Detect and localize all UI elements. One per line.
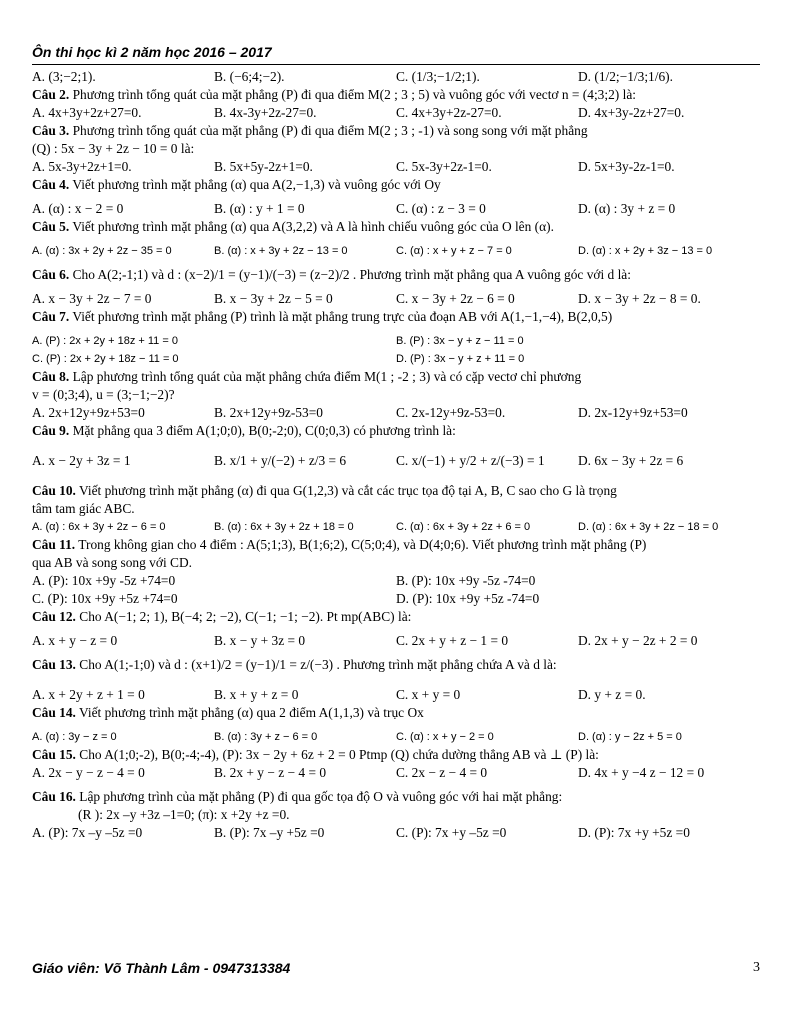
option-b: B. (α) : 3y + z − 6 = 0 — [214, 731, 318, 743]
option-d: D. (α) : 6x + 3y + 2z − 18 = 0 — [578, 521, 719, 533]
option-a: A. 4x+3y+2z+27=0. — [32, 105, 142, 120]
question-label: Câu 15. — [32, 747, 76, 762]
question-list — [32, 68, 760, 842]
question-text: Viết phương trình mặt phẳng (α) qua A(3,2,2) và A là hình chiếu vuông góc của O lên (α). — [72, 219, 554, 234]
option-c: C. 5x-3y+2z-1=0. — [396, 159, 492, 174]
option-b: B. (α) : 6x + 3y + 2z + 18 = 0 — [214, 521, 354, 533]
option-b: B. (P) : 3x − y + z − 11 = 0 — [396, 335, 524, 347]
option-b: B. (P): 7x –y +5z =0 — [214, 825, 325, 840]
option-a: A. (α) : x − 2 = 0 — [32, 201, 124, 216]
option-a: A. (3;−2;1). — [32, 69, 96, 84]
question-text: Mặt phẳng qua 3 điểm A(1;0;0), B(0;-2;0), C(0;0,3) có phương trình là: — [72, 423, 456, 438]
option-b: B. x − y + 3z = 0 — [214, 633, 306, 648]
question-label: Câu 7. — [32, 309, 70, 324]
option-b: B. x + y + z = 0 — [214, 687, 299, 702]
question-8 — [32, 368, 760, 422]
option-d: D. (P) : 3x − y + z + 11 = 0 — [396, 353, 525, 365]
option-b: B. 2x+12y+9z-53=0 — [214, 405, 323, 420]
question-label: Câu 11. — [32, 537, 76, 552]
question-text: Viết phương trình mặt phẳng (α) qua A(2,−1,3) và vuông góc với Oy — [72, 177, 441, 192]
question-label: Câu 14. — [32, 705, 76, 720]
question-label: Câu 5. — [32, 219, 70, 234]
question-14 — [32, 704, 760, 746]
page-header — [32, 44, 760, 65]
option-b: B. 2x + y − z − 4 = 0 — [214, 765, 327, 780]
question-7 — [32, 308, 760, 368]
option-c: C. x/(−1) + y/2 + z/(−3) = 1 — [396, 453, 545, 468]
option-d: D. (P): 10x +9y +5z -74=0 — [396, 591, 540, 606]
option-a: A. x + y − z = 0 — [32, 633, 118, 648]
option-b: B. (−6;4;−2). — [214, 69, 285, 84]
question-13 — [32, 650, 760, 704]
teacher-credit: Giáo viên: Võ Thành Lâm - 0947313384 — [32, 960, 291, 976]
option-d: D. (α) : y − 2z + 5 = 0 — [578, 731, 682, 743]
option-d: D. (1/2;−1/3;1/6). — [578, 69, 673, 84]
option-b: B. (α) : y + 1 = 0 — [214, 201, 305, 216]
option-d: D. y + z = 0. — [578, 687, 646, 702]
option-b: B. (α) : x + 3y + 2z − 13 = 0 — [214, 245, 348, 257]
question-16 — [32, 782, 760, 842]
option-d: D. 6x − 3y + 2z = 6 — [578, 453, 684, 468]
question-text-continued: (R ): 2x –y +3z –1=0; (π): x +2y +z =0. — [78, 807, 290, 822]
option-d: D. x − 3y + 2z − 8 = 0. — [578, 291, 701, 306]
option-c: C. (P) : 2x + 2y + 18z − 11 = 0 — [32, 353, 179, 365]
option-c: C. 2x-12y+9z-53=0. — [396, 405, 506, 420]
question-text: Cho A(1;-1;0) và d : (x+1)/2 = (y−1)/1 = z/(−3) . Phương trình mặt phẳng chứa A và d là: — [79, 657, 557, 672]
option-d: D. 5x+3y-2z-1=0. — [578, 159, 675, 174]
option-b: B. x/1 + y/(−2) + z/3 = 6 — [214, 453, 347, 468]
question-label: Câu 6. — [32, 267, 70, 282]
option-a: A. (α) : 6x + 3y + 2z − 6 = 0 — [32, 521, 166, 533]
option-a: A. x + 2y + z + 1 = 0 — [32, 687, 145, 702]
option-c: C. (α) : z − 3 = 0 — [396, 201, 486, 216]
option-d: D. (α) : x + 2y + 3z − 13 = 0 — [578, 245, 713, 257]
header-title: Ôn thi học kì 2 năm học 2016 – 2017 — [32, 44, 272, 60]
question-label: Câu 9. — [32, 423, 70, 438]
question-text-continued: tâm tam giác ABC. — [32, 501, 135, 516]
page-number: 3 — [753, 960, 760, 975]
option-a: A. 2x+12y+9z+53=0 — [32, 405, 145, 420]
option-c: C. (P): 10x +9y +5z +74=0 — [32, 591, 178, 606]
question-text: Cho A(−1; 2; 1), B(−4; 2; −2), C(−1; −1; −2). Pt mp(ABC) là: — [79, 609, 412, 624]
option-c: C. (α) : x + y − 2 = 0 — [396, 731, 494, 743]
question-label: Câu 13. — [32, 657, 76, 672]
option-c: C. (α) : 6x + 3y + 2z + 6 = 0 — [396, 521, 531, 533]
option-a: A. (P): 10x +9y -5z +74=0 — [32, 573, 176, 588]
question-6 — [32, 260, 760, 308]
option-a: A. (P): 7x –y –5z =0 — [32, 825, 143, 840]
option-a: A. (P) : 2x + 2y + 18z + 11 = 0 — [32, 335, 178, 347]
question-text-continued: v = (0;3;4), u = (3;−1;−2)? — [32, 387, 175, 402]
question-label: Câu 3. — [32, 123, 70, 138]
option-a: A. (α) : 3y − z = 0 — [32, 731, 117, 743]
option-c: C. 2x − z − 4 = 0 — [396, 765, 488, 780]
option-d: D. 4x + y −4 z − 12 = 0 — [578, 765, 705, 780]
question-text: Lập phương trình của mặt phẳng (P) đi qua gốc tọa độ O và vuông góc với hai mặt phẳng: — [79, 789, 563, 804]
question-text: Phương trình tổng quát của mặt phẳng (P) đi qua điểm M(2 ; 3 ; -1) và song song với mặt phẳng — [72, 123, 588, 138]
question-text-continued: qua AB và song song với CD. — [32, 555, 192, 570]
option-a: A. x − 3y + 2z − 7 = 0 — [32, 291, 152, 306]
question-label: Câu 8. — [32, 369, 70, 384]
option-b: B. (P): 10x +9y -5z -74=0 — [396, 573, 536, 588]
question-label: Câu 10. — [32, 483, 76, 498]
question-3 — [32, 122, 760, 176]
question-label: Câu 4. — [32, 177, 70, 192]
option-d: D. 4x+3y-2z+27=0. — [578, 105, 685, 120]
option-c: C. x − 3y + 2z − 6 = 0 — [396, 291, 515, 306]
question-label: Câu 12. — [32, 609, 76, 624]
option-c: C. (P): 7x +y –5z =0 — [396, 825, 507, 840]
option-a: A. (α) : 3x + 2y + 2z − 35 = 0 — [32, 245, 172, 257]
option-b: B. x − 3y + 2z − 5 = 0 — [214, 291, 333, 306]
question-text-continued: (Q) : 5x − 3y + 2z − 10 = 0 là: — [32, 141, 195, 156]
question-text: Phương trình tổng quát của mặt phẳng (P) đi qua điểm M(2 ; 3 ; 5) và vuông góc với vectơ n = (4;3;2) là: — [72, 87, 636, 102]
option-a: A. x − 2y + 3z = 1 — [32, 453, 131, 468]
question-11 — [32, 536, 760, 608]
option-c: C. (1/3;−1/2;1). — [396, 69, 480, 84]
question-text: Viết phương trình mặt phẳng (P) trình là mặt phẳng trung trực của đoạn AB với A(1,−1,−4), B(2,0,5) — [72, 309, 613, 324]
question-2 — [32, 86, 760, 122]
option-d: D. 2x-12y+9z+53=0 — [578, 405, 688, 420]
question-5 — [32, 218, 760, 260]
option-a: A. 5x-3y+2z+1=0. — [32, 159, 132, 174]
option-a: A. 2x − y − z − 4 = 0 — [32, 765, 145, 780]
question-text: Cho A(2;-1;1) và d : (x−2)/1 = (y−1)/(−3) = (z−2)/2 . Phương trình mặt phẳng qua A vuông góc với d là: — [72, 267, 631, 282]
question-15 — [32, 746, 760, 782]
question-text: Cho A(1;0;-2), B(0;-4;-4), (P): 3x − 2y + 6z + 2 = 0 Ptmp (Q) chứa dường thẳng AB và ⊥ (P) là: — [79, 747, 599, 762]
option-b: B. 4x-3y+2z-27=0. — [214, 105, 317, 120]
option-c: C. x + y = 0 — [396, 687, 461, 702]
question-text: Viết phương trình mặt phẳng (α) đi qua G(1,2,3) và cắt các trục tọa độ tại A, B, C sao cho G là trọng — [79, 483, 617, 498]
question-12 — [32, 608, 760, 650]
question-10 — [32, 476, 760, 536]
option-c: C. (α) : x + y + z − 7 = 0 — [396, 245, 512, 257]
option-c: C. 4x+3y+2z-27=0. — [396, 105, 502, 120]
option-b: B. 5x+5y-2z+1=0. — [214, 159, 313, 174]
question-text: Viết phương trình mặt phẳng (α) qua 2 điểm A(1,1,3) và trục Ox — [79, 705, 424, 720]
page-footer — [32, 960, 760, 980]
option-d: D. 2x + y − 2z + 2 = 0 — [578, 633, 698, 648]
option-d: D. (α) : 3y + z = 0 — [578, 201, 676, 216]
question-9 — [32, 422, 760, 476]
question-label: Câu 2. — [32, 87, 70, 102]
question-1-options — [32, 68, 760, 86]
question-label: Câu 16. — [32, 789, 76, 804]
question-text: Lập phương trình tổng quát của mặt phẳng chứa điểm M(1 ; -2 ; 3) và có cặp vectơ chỉ phương — [72, 369, 582, 384]
question-4 — [32, 176, 760, 218]
option-d: D. (P): 7x +y +5z =0 — [578, 825, 690, 840]
option-c: C. 2x + y + z − 1 = 0 — [396, 633, 509, 648]
question-text: Trong không gian cho 4 điểm : A(5;1;3), B(1;6;2), C(5;0;4), và D(4;0;6). Viết phương trình mặt phẳng (P) — [78, 537, 647, 552]
